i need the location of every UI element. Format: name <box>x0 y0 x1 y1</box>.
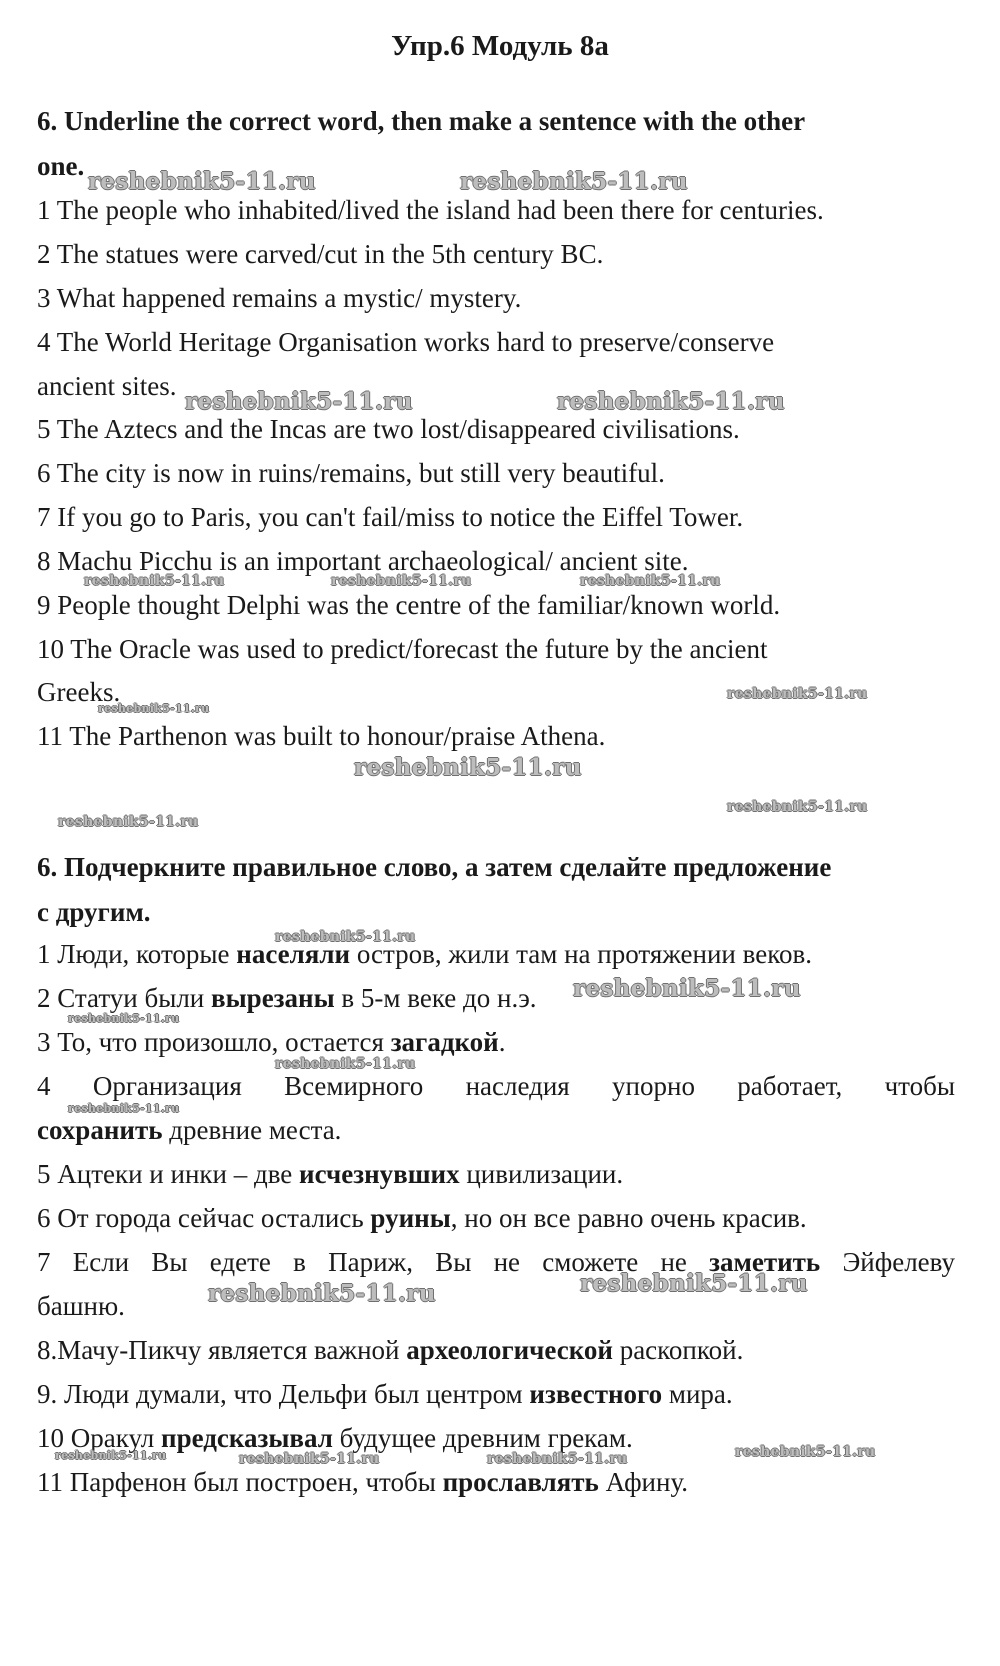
russian-item: 4 Организация Всемирного наследия упорно работает, чтобы <box>37 1071 955 1101</box>
russian-item: сохранить древние места. <box>37 1115 342 1145</box>
watermark: reshebnik5-11.ru <box>55 1449 167 1462</box>
english-item: 7 If you go to Paris, you can't fail/miss to notice the Eiffel Tower. <box>37 502 744 532</box>
russian-item: башню. <box>37 1291 125 1321</box>
watermark: reshebnik5-11.ru <box>275 1056 416 1072</box>
watermark: reshebnik5-11.ru <box>354 754 582 781</box>
russian-item: 11 Парфенон был построен, чтобы прославлять Афину. <box>37 1467 689 1497</box>
watermark: reshebnik5-11.ru <box>557 388 785 415</box>
english-item: Greeks. <box>37 677 121 707</box>
english-item: 1 The people who inhabited/lived the island had been there for centuries. <box>37 195 824 225</box>
russian-item: 3 То, что произошло, остается загадкой. <box>37 1027 506 1057</box>
russian-item: 2 Статуи были вырезаны в 5-м веке до н.э. <box>37 983 537 1013</box>
watermark: reshebnik5-11.ru <box>460 168 688 195</box>
russian-instruction-line2: с другим. <box>37 897 151 927</box>
english-item: 10 The Oracle was used to predict/forecast the future by the ancient <box>37 634 768 664</box>
watermark: reshebnik5-11.ru <box>68 1102 180 1115</box>
english-item: 8 Machu Picchu is an important archaeological/ ancient site. <box>37 546 689 576</box>
english-item: 2 The statues were carved/cut in the 5th century BC. <box>37 239 604 269</box>
watermark: reshebnik5-11.ru <box>84 573 225 589</box>
english-instruction-line2: one. <box>37 151 85 181</box>
english-item: 4 The World Heritage Organisation works hard to preserve/conserve <box>37 327 775 357</box>
watermark: reshebnik5-11.ru <box>208 1280 436 1307</box>
watermark: reshebnik5-11.ru <box>331 573 472 589</box>
russian-item: 10 Оракул предсказывал будущее древним грекам. <box>37 1423 633 1453</box>
english-item: 9 People thought Delphi was the centre of the familiar/known world. <box>37 590 781 620</box>
watermark: reshebnik5-11.ru <box>98 702 210 715</box>
english-item: ancient sites. <box>37 371 177 401</box>
english-item: 11 The Parthenon was built to honour/praise Athena. <box>37 721 606 751</box>
russian-instruction-line1: 6. Подчеркните правильное слово, а затем сделайте предложение <box>37 852 832 882</box>
russian-item: 9. Люди думали, что Дельфи был центром известного мира. <box>37 1379 733 1409</box>
watermark: reshebnik5-11.ru <box>88 168 316 195</box>
english-item: 6 The city is now in ruins/remains, but still very beautiful. <box>37 458 665 488</box>
english-instruction-line1: 6. Underline the correct word, then make a sentence with the other <box>37 106 806 136</box>
page-title: Упр.6 Модуль 8а <box>391 30 609 62</box>
watermark: reshebnik5-11.ru <box>185 388 413 415</box>
russian-item: 5 Ацтеки и инки – две исчезнувших цивилизации. <box>37 1159 624 1189</box>
watermark: reshebnik5-11.ru <box>727 686 868 702</box>
english-item: 5 The Aztecs and the Incas are two lost/disappeared civilisations. <box>37 414 740 444</box>
watermark: reshebnik5-11.ru <box>573 975 801 1002</box>
watermark: reshebnik5-11.ru <box>727 799 868 815</box>
english-item: 3 What happened remains a mystic/ mystery. <box>37 283 522 313</box>
watermark: reshebnik5-11.ru <box>275 929 416 945</box>
watermark: reshebnik5-11.ru <box>580 1270 808 1297</box>
russian-item: 6 От города сейчас остались руины, но он все равно очень красив. <box>37 1203 807 1233</box>
watermark: reshebnik5-11.ru <box>68 1012 180 1025</box>
watermark: reshebnik5-11.ru <box>58 814 199 830</box>
watermark: reshebnik5-11.ru <box>735 1444 876 1460</box>
watermark: reshebnik5-11.ru <box>239 1451 380 1467</box>
watermark: reshebnik5-11.ru <box>487 1451 628 1467</box>
watermark: reshebnik5-11.ru <box>580 573 721 589</box>
russian-item: 1 Люди, которые населяли остров, жили там на протяжении веков. <box>37 939 812 969</box>
russian-item: 7 Если Вы едете в Париж, Вы не сможете не заметить Эйфелеву <box>37 1247 955 1277</box>
russian-item: 8.Мачу-Пикчу является важной археологической раскопкой. <box>37 1335 744 1365</box>
